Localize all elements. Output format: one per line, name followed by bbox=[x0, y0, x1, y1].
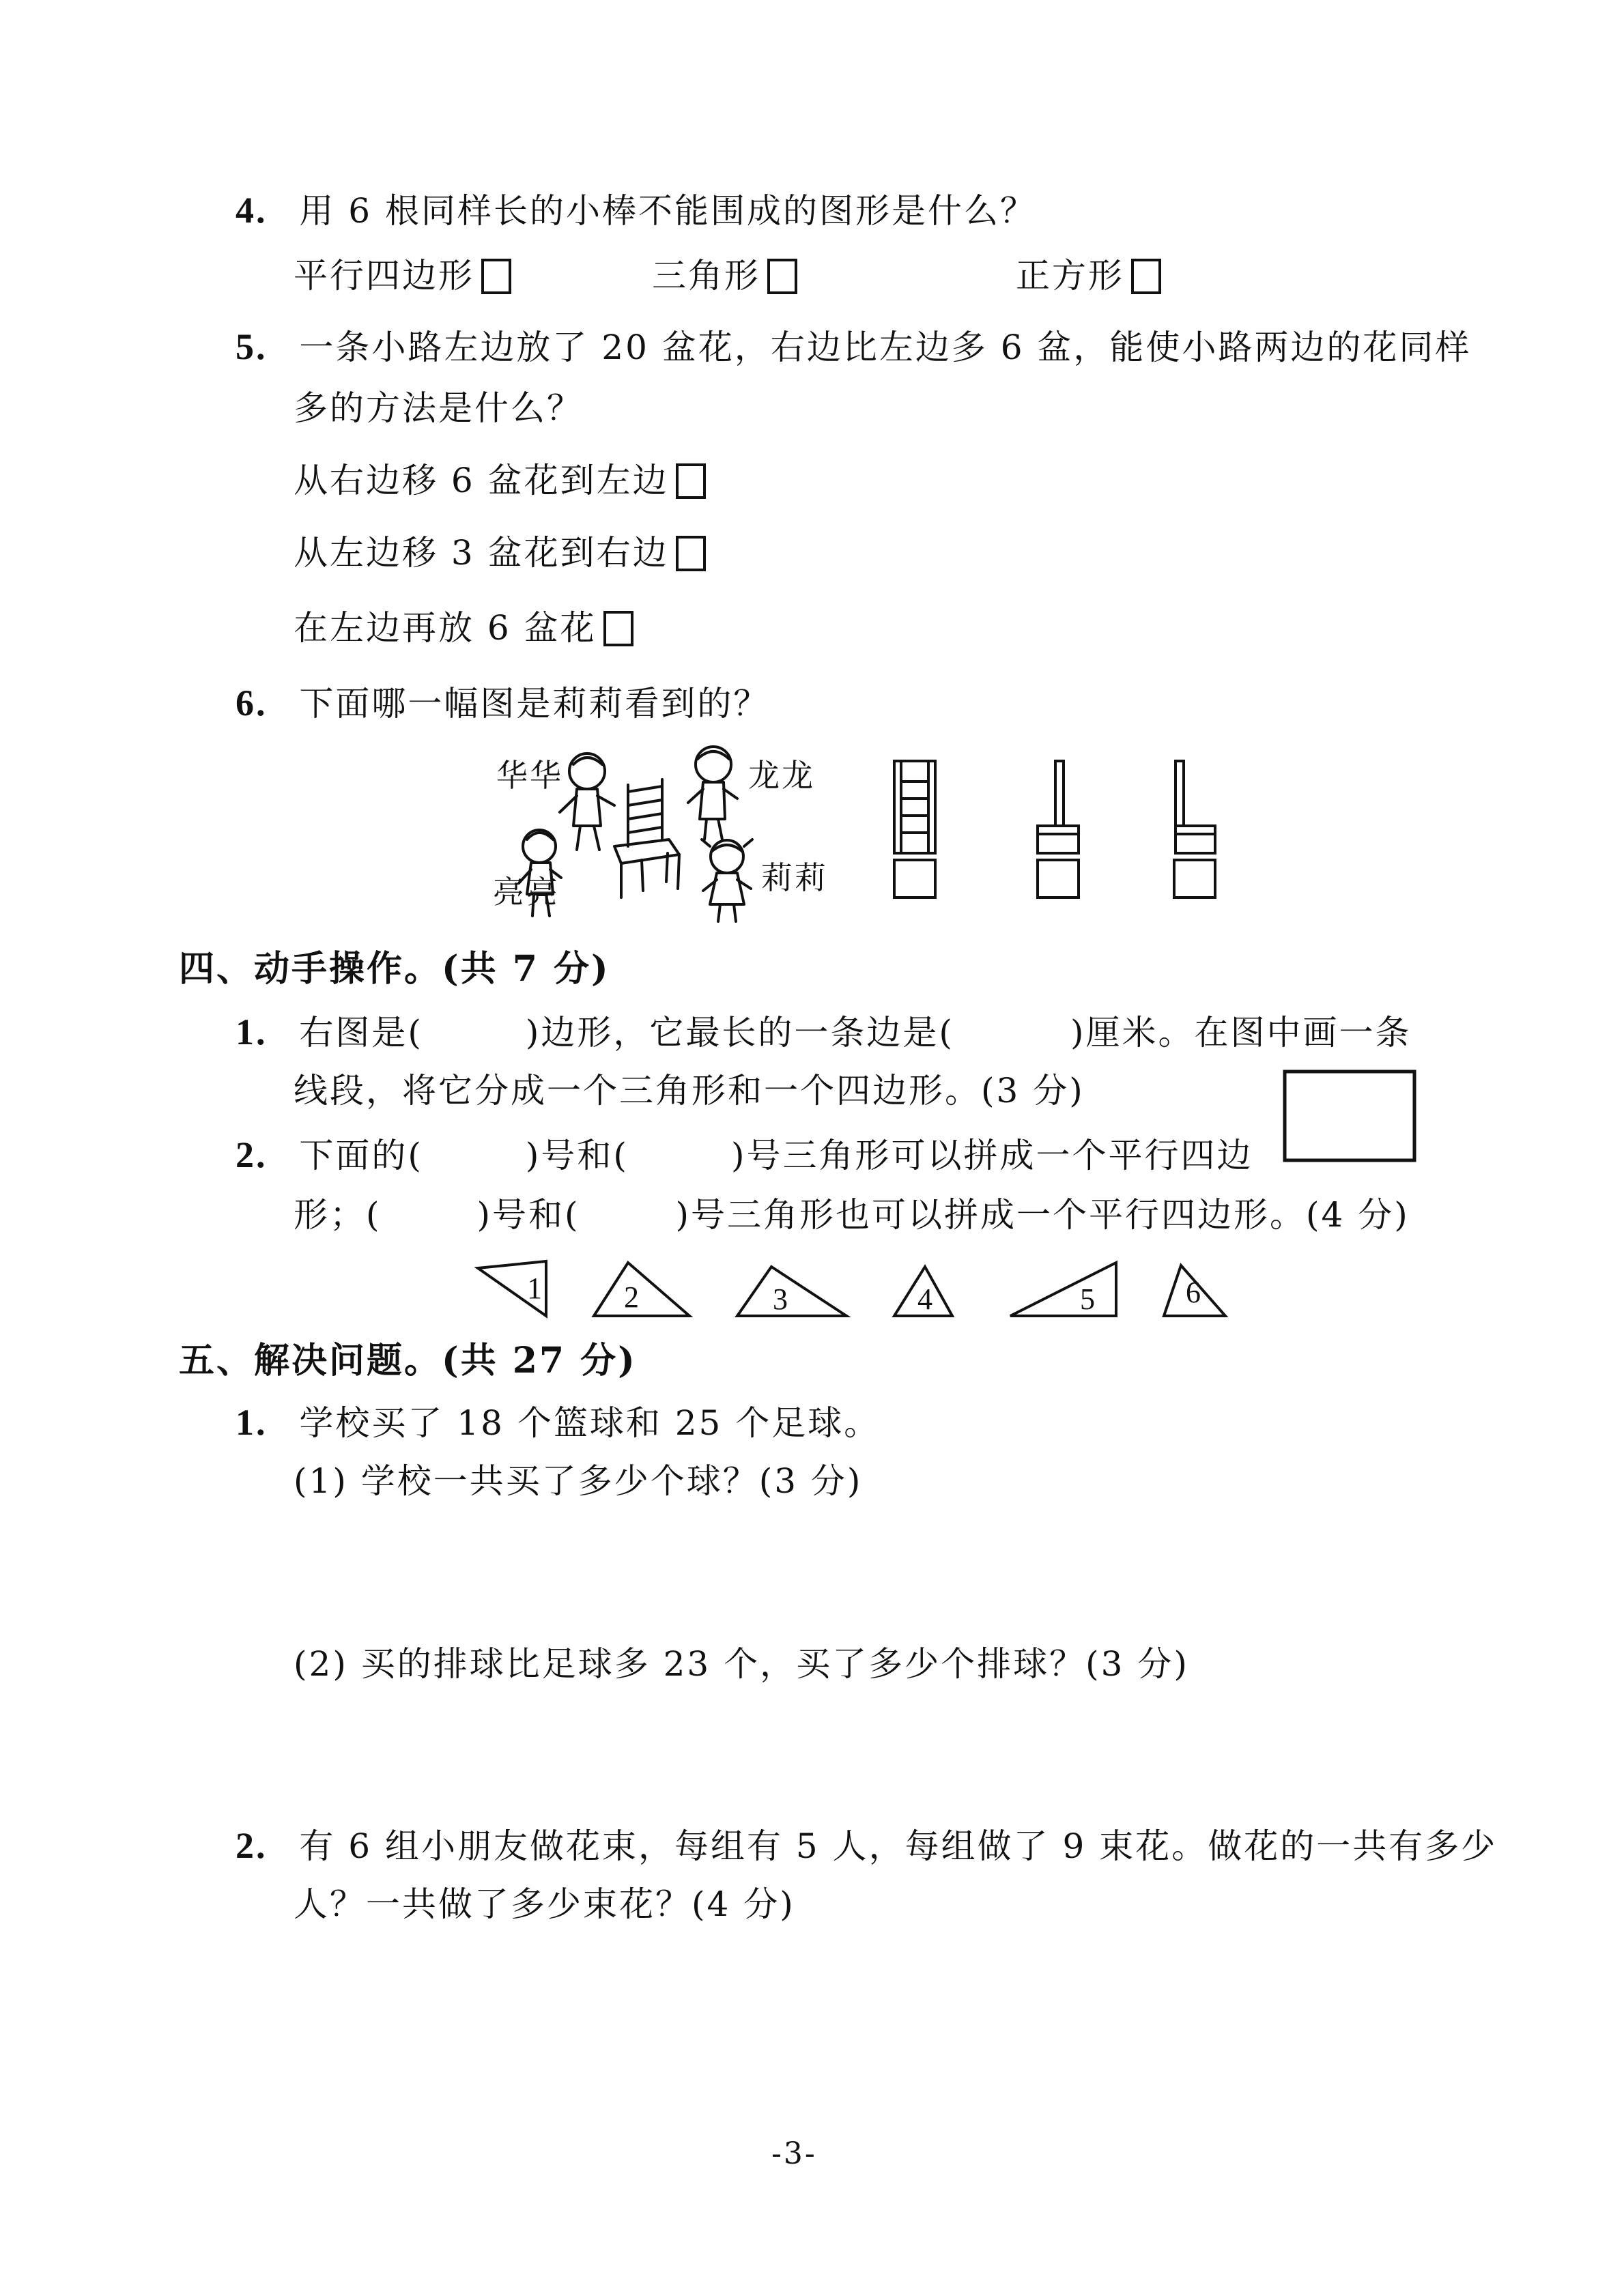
q4-option-triangle bbox=[652, 254, 797, 298]
section5-title: 五、解决问题。(共 27 分) bbox=[179, 1340, 637, 1381]
answer-checkbox[interactable] bbox=[603, 611, 633, 646]
answer-checkbox[interactable] bbox=[767, 259, 797, 294]
label-liangliang: 亮亮 bbox=[493, 874, 560, 910]
s4-q2-text-f: )号三角形也可以拼成一个平行四边形。(4 分) bbox=[675, 1195, 1410, 1235]
s4-q1-text-line2: 线段，将它分成一个三角形和一个四边形。(3 分) bbox=[294, 1071, 1085, 1110]
s5-q1-sub1: (1) 学校一共买了多少个球？(3 分) bbox=[294, 1461, 863, 1501]
s5-q2-line1 bbox=[236, 1824, 1497, 1868]
option-label: 正方形 bbox=[1016, 256, 1124, 296]
answer-checkbox[interactable] bbox=[481, 259, 511, 294]
q5-text-line1: 一条小路左边放了 20 盆花，右边比左边多 6 盆，能使小路两边的花同样 bbox=[299, 328, 1472, 367]
label-longlong: 龙龙 bbox=[748, 757, 815, 794]
triangle-3 bbox=[737, 1267, 846, 1316]
child-lili-figure bbox=[702, 840, 752, 921]
s5-q1-sub2-answer-area[interactable] bbox=[294, 1693, 1386, 1809]
s4-q2-number: 2. bbox=[236, 1134, 268, 1175]
q4-line bbox=[236, 188, 1036, 233]
q4-text: 用 6 根同样长的小棒不能围成的图形是什么？ bbox=[299, 191, 1037, 231]
s5-q1-number: 1. bbox=[236, 1402, 268, 1443]
view-option-c[interactable] bbox=[1167, 758, 1222, 901]
s4-q2-line1 bbox=[236, 1133, 1253, 1177]
q5-number: 5. bbox=[236, 326, 268, 367]
q6-text: 下面哪一幅图是莉莉看到的？ bbox=[299, 684, 770, 723]
label-lili: 莉莉 bbox=[761, 859, 828, 896]
option-label: 从右边移 6 盆花到左边 bbox=[294, 461, 669, 500]
triangle-label-4: 4 bbox=[917, 1282, 932, 1316]
s4-q1-text-c: )厘米。在图中画一条 bbox=[1070, 1013, 1412, 1052]
s4-q1-line1 bbox=[236, 1010, 1411, 1054]
s4-q2-text-a: 下面的( bbox=[299, 1136, 423, 1175]
q4-option-parallelogram bbox=[294, 254, 511, 298]
s5-q2-answer-area[interactable] bbox=[294, 1938, 1386, 2116]
triangle-2 bbox=[594, 1263, 689, 1316]
q5-option-2 bbox=[294, 531, 706, 575]
option-label: 平行四边形 bbox=[294, 256, 474, 296]
triangle-label-2: 2 bbox=[624, 1280, 639, 1314]
s4-q1-number: 1. bbox=[236, 1011, 268, 1052]
view-option-a[interactable] bbox=[887, 758, 942, 901]
s4-q1-line2 bbox=[294, 1069, 1085, 1113]
child-huahua-figure bbox=[560, 754, 614, 850]
triangle-5 bbox=[1010, 1263, 1116, 1316]
section4-title: 四、动手操作。(共 7 分) bbox=[179, 948, 610, 990]
s5-q1-sub1-answer-area[interactable] bbox=[294, 1508, 1386, 1631]
chair-figure bbox=[614, 779, 679, 898]
q5-text-line2: 多的方法是什么？ bbox=[294, 388, 583, 428]
triangle-label-6: 6 bbox=[1186, 1276, 1201, 1309]
q5-option-1 bbox=[294, 459, 706, 502]
s4-q2-text-b: )号和( bbox=[525, 1136, 629, 1175]
answer-checkbox[interactable] bbox=[676, 463, 706, 499]
label-huahua: 华华 bbox=[496, 757, 563, 794]
triangle-label-3: 3 bbox=[773, 1282, 788, 1316]
q5-line2 bbox=[294, 386, 583, 430]
triangles-row bbox=[471, 1249, 1242, 1324]
s5-q1-line bbox=[236, 1401, 880, 1445]
option-label: 三角形 bbox=[652, 256, 760, 296]
view-option-b[interactable] bbox=[1031, 758, 1085, 901]
answer-checkbox[interactable] bbox=[676, 536, 706, 571]
s5-q1-text: 学校买了 18 个篮球和 25 个足球。 bbox=[299, 1403, 881, 1443]
child-longlong-figure bbox=[688, 747, 737, 840]
q4-option-square bbox=[1016, 254, 1161, 298]
rectangle-figure[interactable] bbox=[1282, 1069, 1419, 1164]
q5-option-3 bbox=[294, 606, 633, 650]
s5-q2-number: 2. bbox=[236, 1825, 268, 1866]
s5-q2-line2: 人？一共做了多少束花？(4 分) bbox=[294, 1884, 795, 1924]
q5-line1 bbox=[236, 325, 1471, 369]
answer-checkbox[interactable] bbox=[1131, 259, 1161, 294]
option-label: 在左边再放 6 盆花 bbox=[294, 608, 597, 648]
s4-q1-text-a: 右图是( bbox=[299, 1013, 423, 1052]
triangle-label-1: 1 bbox=[527, 1272, 542, 1305]
s4-q2-line2 bbox=[294, 1193, 1410, 1237]
triangle-label-5: 5 bbox=[1080, 1282, 1095, 1316]
s4-q2-text-c: )号三角形可以拼成一个平行四边 bbox=[730, 1136, 1253, 1175]
s4-q2-text-e: )号和( bbox=[476, 1195, 580, 1235]
option-label: 从左边移 3 盆花到右边 bbox=[294, 533, 669, 573]
s4-q2-text-d: 形；( bbox=[294, 1195, 382, 1235]
page-number: -3- bbox=[771, 2136, 817, 2171]
s5-q1-sub2: (2) 买的排球比足球多 23 个，买了多少个排球？(3 分) bbox=[294, 1644, 1189, 1684]
s4-q1-text-b: )边形，它最长的一条边是( bbox=[525, 1013, 954, 1052]
s5-q2-text-line1: 有 6 组小朋友做花束，每组有 5 人，每组做了 9 束花。做花的一共有多少 bbox=[299, 1826, 1498, 1866]
q6-number: 6. bbox=[236, 683, 268, 723]
q4-number: 4. bbox=[236, 190, 268, 231]
q6-line bbox=[236, 681, 769, 726]
